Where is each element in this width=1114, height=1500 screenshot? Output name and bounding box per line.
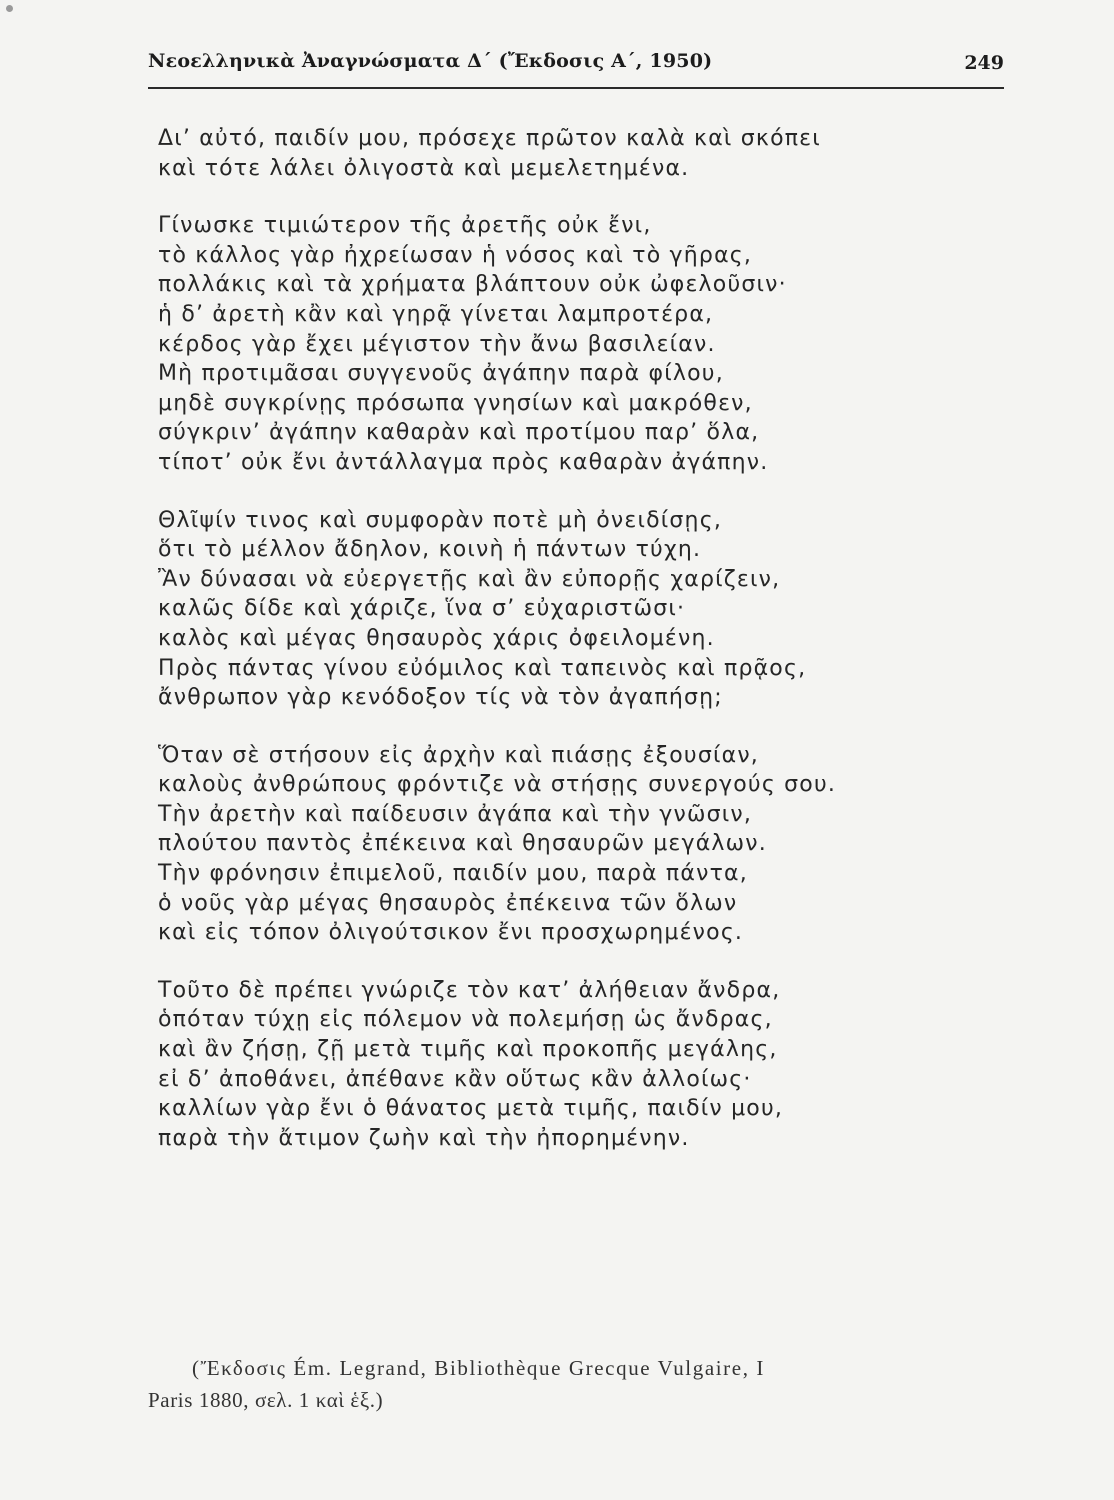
verse-line: καλὸς καὶ μέγας θησαυρὸς χάρις ὀφειλομένη. <box>158 625 715 651</box>
citation-line-1: (Ἔκδοσις Ém. Legrand, Bibliothèque Grecque Vulgaire, I <box>192 1356 765 1380</box>
verse-line: Δι’ αὐτό, παιδίν μου, πρόσεχε πρῶτον καλὰ καὶ σκόπει <box>158 126 821 151</box>
verse-line: τίποτ’ οὐκ ἔνι ἀντάλλαγμα πρὸς καθαρὰν ἀγάπην. <box>158 449 769 475</box>
verse-line: κέρδος γὰρ ἔχει μέγιστον τὴν ἄνω βασιλείαν. <box>158 331 716 357</box>
verse-line: καὶ τότε λάλει ὀλιγοστὰ καὶ μεμελετημένα. <box>158 155 690 181</box>
verse-line: Τὴν φρόνησιν ἐπιμελοῦ, παιδίν μου, παρὰ πάντα, <box>158 861 748 887</box>
stanza <box>158 506 998 713</box>
verse-line: Θλῖψίν τινος καὶ συμφορὰν ποτὲ μὴ ὀνειδίσῃς, <box>158 507 723 533</box>
poem-body <box>158 124 998 1181</box>
verse-line: πλούτου παντὸς ἐπέκεινα καὶ θησαυρῶν μεγάλων. <box>158 831 767 857</box>
verse-line: καλλίων γὰρ ἔνι ὁ θάνατος μετὰ τιμῆς, παιδίν μου, <box>158 1096 784 1122</box>
verse-line: ἡ δ’ ἀρετὴ κἂν καὶ γηρᾷ γίνεται λαμπροτέρα, <box>158 301 714 327</box>
running-header <box>148 46 1004 86</box>
verse-line: Γίνωσκε τιμιώτερον τῆς ἀρετῆς οὐκ ἔνι, <box>158 213 652 239</box>
header-rule <box>148 87 1004 89</box>
paper-speck <box>6 5 13 12</box>
verse-line: ὅτι τὸ μέλλον ἄδηλον, κοινὴ ἡ πάντων τύχη. <box>158 537 702 563</box>
stanza <box>158 124 998 183</box>
verse-line: Ἂν δύνασαι νὰ εὐεργετῇς καὶ ἂν εὐπορῇς χαρίζειν, <box>158 566 781 592</box>
verse-line: καὶ εἰς τόπον ὀλιγούτσικον ἔνι προσχωρημένος. <box>158 920 744 946</box>
stanza <box>158 741 998 948</box>
verse-line: Τὴν ἀρετὴν καὶ παίδευσιν ἀγάπα καὶ τὴν γνῶσιν, <box>158 801 753 827</box>
verse-line: καὶ ἂν ζήσῃ, ζῇ μετὰ τιμῆς καὶ προκοπῆς μεγάλης, <box>158 1037 778 1063</box>
verse-line: Ὅταν σὲ στήσουν εἰς ἀρχὴν καὶ πιάσῃς ἐξουσίαν, <box>158 742 759 768</box>
verse-line: σύγκριν’ ἀγάπην καθαρὰν καὶ προτίμου παρ’ ὅλα, <box>158 420 760 446</box>
stanza <box>158 211 998 477</box>
page-number: 249 <box>964 52 1004 74</box>
stanza <box>158 976 998 1154</box>
citation-line-2: Paris 1880, σελ. 1 καὶ ἑξ.) <box>148 1388 384 1412</box>
verse-line: ὁπόταν τύχῃ εἰς πόλεμον νὰ πολεμήσῃ ὡς ἄνδρας, <box>158 1007 773 1033</box>
verse-line: ὁ νοῦς γὰρ μέγας θησαυρὸς ἐπέκεινα τῶν ὅλων <box>158 890 738 916</box>
verse-line: μηδὲ συγκρίνῃς πρόσωπα γνησίων καὶ μακρόθεν, <box>158 390 753 416</box>
running-head-title: Νεοελληνικὰ Ἀναγνώσματα Δ΄ (Ἔκδοσις Α΄, 1950) <box>148 50 713 72</box>
verse-line: εἰ δ’ ἀποθάνει, ἀπέθανε κἂν οὕτως κἂν ἀλλοίως· <box>158 1066 752 1092</box>
verse-line: παρὰ τὴν ἄτιμον ζωὴν καὶ τὴν ἠπορημένην. <box>158 1125 690 1151</box>
verse-line: τὸ κάλλος γὰρ ἠχρείωσαν ἡ νόσος καὶ τὸ γῆρας, <box>158 242 753 268</box>
verse-line: Πρὸς πάντας γίνου εὐόμιλος καὶ ταπεινὸς καὶ πρᾷος, <box>158 655 807 681</box>
verse-line: καλοὺς ἀνθρώπους φρόντιζε νὰ στήσῃς συνεργούς σου. <box>158 772 837 798</box>
verse-line: ἄνθρωπον γὰρ κενόδοξον τίς νὰ τὸν ἀγαπήσῃ; <box>158 685 723 711</box>
verse-line: πολλάκις καὶ τὰ χρήματα βλάπτουν οὐκ ὠφελοῦσιν· <box>158 272 787 298</box>
source-citation <box>148 1352 1010 1416</box>
verse-line: Μὴ προτιμᾶσαι συγγενοῦς ἀγάπην παρὰ φίλου, <box>158 361 724 387</box>
verse-line: καλῶς δίδε καὶ χάριζε, ἵνα σ’ εὐχαριστῶσι· <box>158 596 686 622</box>
verse-line: Τοῦτο δὲ πρέπει γνώριζε τὸν κατ’ ἀλήθειαν ἄνδρα, <box>158 977 781 1003</box>
